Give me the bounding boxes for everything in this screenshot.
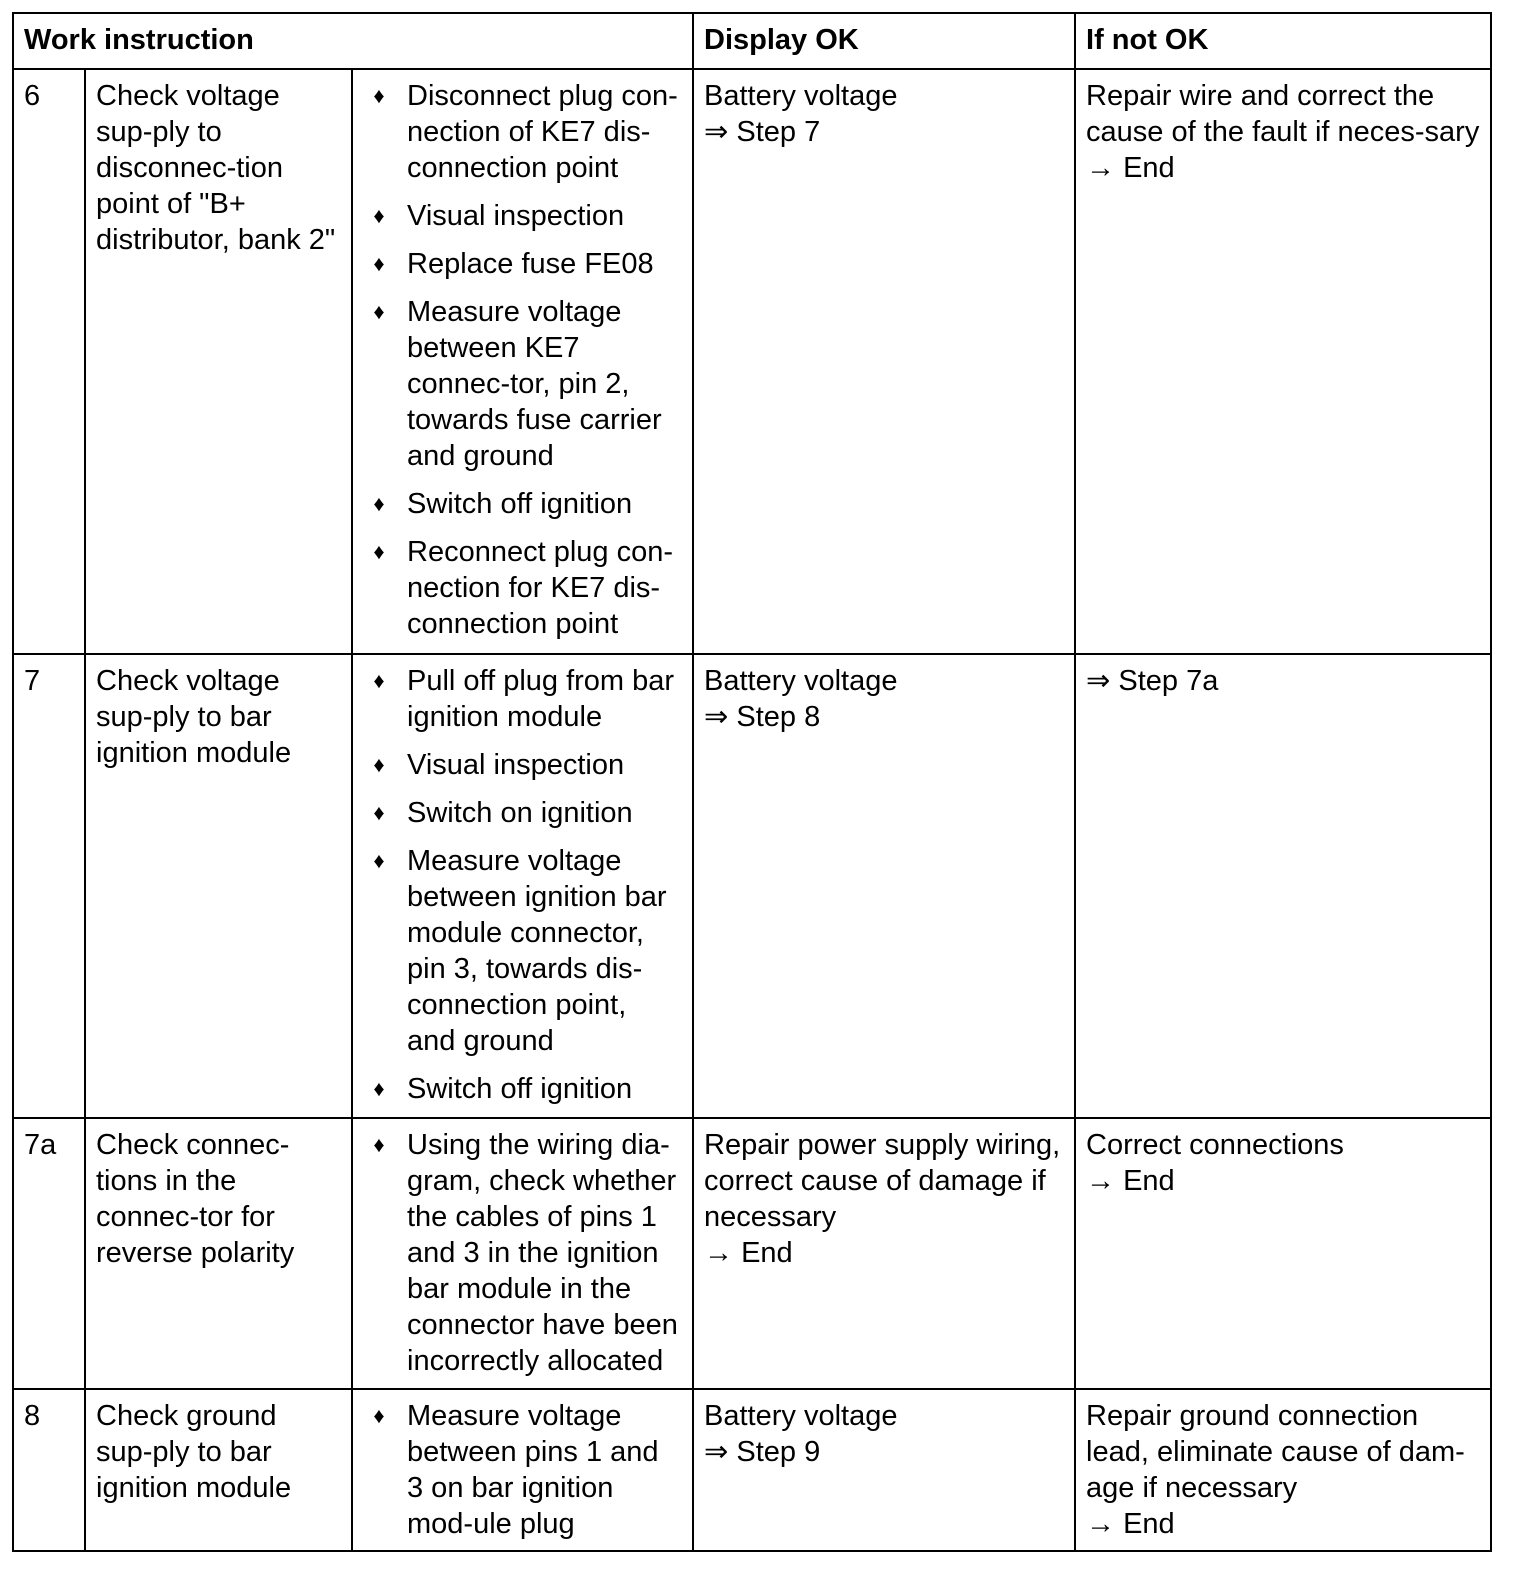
display-ok-text: Battery voltage xyxy=(704,665,898,697)
action-list-cell xyxy=(352,69,693,654)
table-row xyxy=(13,1389,1491,1551)
action-item: ♦ Pull off plug from bar ignition module xyxy=(363,663,682,735)
action-list xyxy=(363,663,682,1107)
display-ok-next-step: ⇒ Step 8 xyxy=(704,701,821,733)
diamond-bullet-icon: ♦ xyxy=(373,491,385,516)
action-list-cell xyxy=(352,1118,693,1389)
action-list-cell xyxy=(352,654,693,1118)
header-if-not-ok: If not OK xyxy=(1075,13,1491,69)
action-item: ♦ Replace fuse FE08 xyxy=(363,246,682,282)
if-not-ok-next-step: → End xyxy=(1086,152,1175,184)
action-item: ♦ Switch off ignition xyxy=(363,486,682,522)
display-ok-next-step: ⇒ Step 7 xyxy=(704,116,821,148)
check-description: Check voltage sup-ply to bar ignition module xyxy=(85,654,352,1118)
diamond-bullet-icon: ♦ xyxy=(373,1403,385,1428)
diamond-bullet-icon: ♦ xyxy=(373,800,385,825)
action-item: ♦ Measure voltage between pins 1 and 3 on bar ignition mod-ule plug xyxy=(363,1398,682,1542)
if-not-ok-text: Repair wire and correct the cause of the fault if neces-sary xyxy=(1086,80,1480,148)
display-ok-text: Repair power supply wiring, correct cause of damage if necessary xyxy=(704,1129,1061,1233)
table-row xyxy=(13,69,1491,654)
display-ok-cell xyxy=(693,654,1075,1118)
if-not-ok-next-step: ⇒ Step 7a xyxy=(1086,665,1219,697)
display-ok-text: Battery voltage xyxy=(704,1400,898,1432)
diamond-bullet-icon: ♦ xyxy=(373,203,385,228)
header-row xyxy=(13,13,1491,69)
display-ok-cell xyxy=(693,1389,1075,1551)
if-not-ok-cell xyxy=(1075,1389,1491,1551)
action-item: ♦ Disconnect plug con-nection of KE7 dis-connection point xyxy=(363,78,682,186)
action-list xyxy=(363,78,682,642)
action-item: ♦ Reconnect plug con-nection for KE7 dis-connection point xyxy=(363,534,682,642)
action-item: ♦ Visual inspection xyxy=(363,747,682,783)
display-ok-text: Battery voltage xyxy=(704,80,898,112)
check-description: Check ground sup-ply to bar ignition module xyxy=(85,1389,352,1551)
step-number: 8 xyxy=(13,1389,85,1551)
display-ok-cell xyxy=(693,1118,1075,1389)
diamond-bullet-icon: ♦ xyxy=(373,752,385,777)
display-ok-next-step: → End xyxy=(704,1237,793,1269)
check-description: Check connec-tions in the connec-tor for reverse polarity xyxy=(85,1118,352,1389)
table-row xyxy=(13,1118,1491,1389)
diamond-bullet-icon: ♦ xyxy=(373,848,385,873)
action-item: ♦ Switch off ignition xyxy=(363,1071,682,1107)
diamond-bullet-icon: ♦ xyxy=(373,299,385,324)
if-not-ok-cell xyxy=(1075,69,1491,654)
if-not-ok-text: Repair ground connection lead, eliminate cause of dam-age if necessary xyxy=(1086,1400,1465,1504)
diamond-bullet-icon: ♦ xyxy=(373,668,385,693)
header-display-ok: Display OK xyxy=(693,13,1075,69)
display-ok-cell xyxy=(693,69,1075,654)
step-number: 7a xyxy=(13,1118,85,1389)
step-number: 6 xyxy=(13,69,85,654)
table-row xyxy=(13,654,1491,1118)
if-not-ok-cell xyxy=(1075,1118,1491,1389)
action-item: ♦ Visual inspection xyxy=(363,198,682,234)
if-not-ok-next-step: → End xyxy=(1086,1508,1175,1540)
action-item: ♦ Using the wiring dia-gram, check whether the cables of pins 1 and 3 in the ignition bar module in the connector have been incorrectly allocated xyxy=(363,1127,682,1379)
diamond-bullet-icon: ♦ xyxy=(373,1076,385,1101)
diamond-bullet-icon: ♦ xyxy=(373,251,385,276)
action-list-cell xyxy=(352,1389,693,1551)
header-work-instruction: Work instruction xyxy=(13,13,693,69)
action-item: ♦ Measure voltage between KE7 connec-tor, pin 2, towards fuse carrier and ground xyxy=(363,294,682,474)
diamond-bullet-icon: ♦ xyxy=(373,539,385,564)
if-not-ok-text: Correct connections xyxy=(1086,1129,1344,1161)
action-list xyxy=(363,1398,682,1542)
display-ok-next-step: ⇒ Step 9 xyxy=(704,1436,821,1468)
action-list xyxy=(363,1127,682,1379)
diamond-bullet-icon: ♦ xyxy=(373,83,385,108)
if-not-ok-next-step: → End xyxy=(1086,1165,1175,1197)
if-not-ok-cell xyxy=(1075,654,1491,1118)
action-item: ♦ Switch on ignition xyxy=(363,795,682,831)
action-item: ♦ Measure voltage between ignition bar module connector, pin 3, towards dis-connection point, and ground xyxy=(363,843,682,1059)
check-description: Check voltage sup-ply to disconnec-tion point of "B+ distributor, bank 2" xyxy=(85,69,352,654)
step-number: 7 xyxy=(13,654,85,1118)
work-instruction-table xyxy=(12,12,1492,1552)
diamond-bullet-icon: ♦ xyxy=(373,1132,385,1157)
